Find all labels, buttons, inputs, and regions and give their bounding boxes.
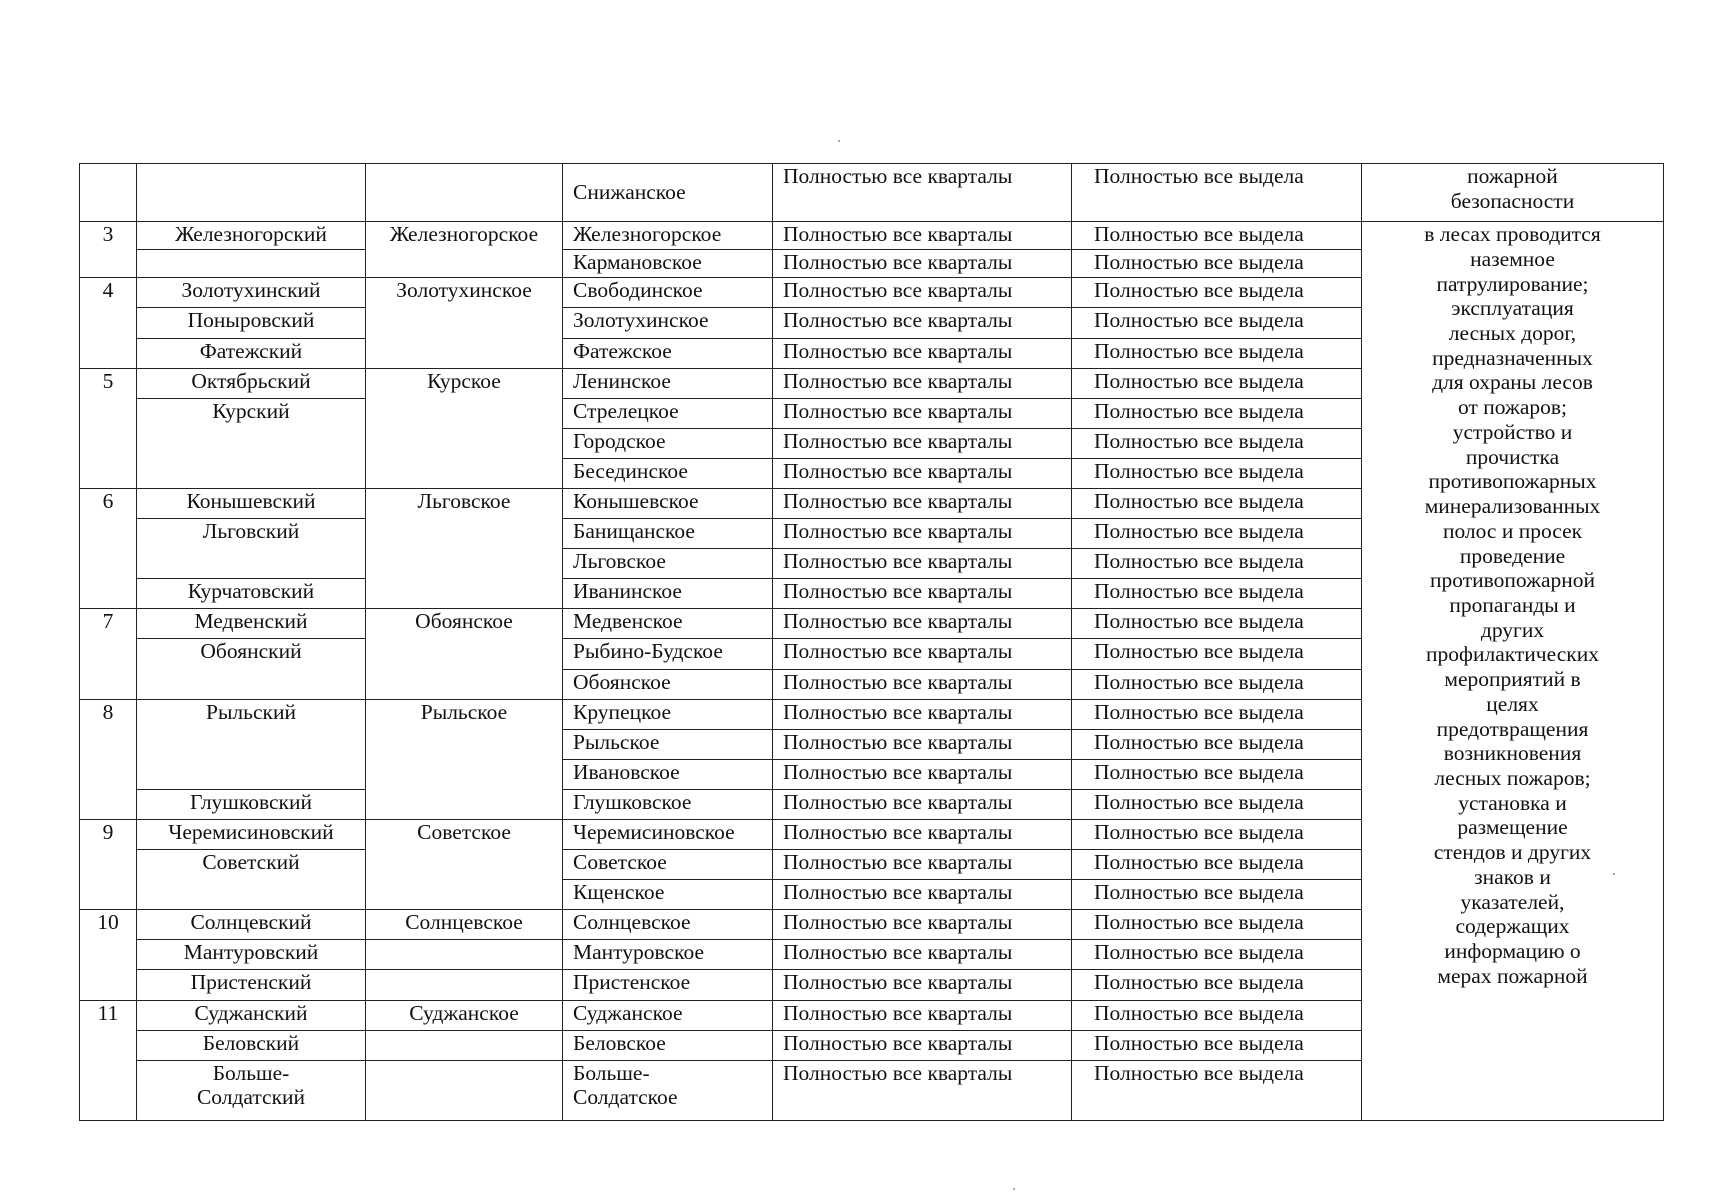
cell-line: безопасности [1450, 188, 1575, 213]
fire-measures-text [1362, 164, 1664, 222]
forestry-name: Рыльское [366, 699, 563, 819]
forestry-name [366, 1060, 563, 1120]
forest-fire-measures-table [79, 163, 1664, 1121]
row-number: 11 [80, 1000, 137, 1120]
cell-line: лесных пожаров; [1434, 765, 1591, 790]
allotments-text: Полностью все выдела [1072, 850, 1362, 880]
cell-line: содержащих [1455, 914, 1570, 939]
allotments-text: Полностью все выдела [1072, 428, 1362, 458]
quarters-text: Полностью все кварталы [773, 428, 1072, 458]
quarters-text: Полностью все кварталы [773, 940, 1072, 970]
cell-line: указателей, [1460, 889, 1565, 914]
quarters-text: Полностью все кварталы [773, 669, 1072, 699]
allotments-text: Полностью все выдела [1072, 458, 1362, 488]
cell-line: эксплуатация [1451, 296, 1574, 321]
allotments-text: Полностью все выдела [1072, 398, 1362, 428]
allotments-text: Полностью все выдела [1072, 308, 1362, 338]
forest-section-name: Золотухинское [563, 308, 773, 338]
district-name [137, 250, 366, 278]
district-name: Курский [137, 398, 366, 488]
allotments-text: Полностью все выдела [1072, 1060, 1362, 1120]
forest-section-name: Снижанское [563, 164, 773, 222]
row-number: 9 [80, 820, 137, 910]
cell-line: полос и просек [1442, 518, 1583, 543]
forest-section-name: Солнцевское [563, 910, 773, 940]
district-name [137, 1060, 366, 1120]
quarters-text: Полностью все кварталы [773, 1000, 1072, 1030]
forest-section-name: Стрелецкое [563, 398, 773, 428]
fire-measures-text [1362, 222, 1664, 1121]
cell-line: минерализованных [1424, 494, 1601, 519]
quarters-text: Полностью все кварталы [773, 609, 1072, 639]
quarters-text: Полностью все кварталы [773, 164, 1072, 222]
cell-line: профилактических [1426, 642, 1599, 667]
district-name: Глушковский [137, 789, 366, 819]
allotments-text: Полностью все выдела [1072, 488, 1362, 518]
quarters-text: Полностью все кварталы [773, 789, 1072, 819]
cell-line: патрулирование; [1436, 271, 1589, 296]
row-number: 8 [80, 699, 137, 819]
district-name: Черемисиновский [137, 820, 366, 850]
quarters-text: Полностью все кварталы [773, 519, 1072, 549]
cell-line: наземное [1470, 246, 1555, 271]
quarters-text: Полностью все кварталы [773, 338, 1072, 368]
allotments-text: Полностью все выдела [1072, 789, 1362, 819]
district-name: Суджанский [137, 1000, 366, 1030]
forestry-name: Советское [366, 820, 563, 910]
allotments-text: Полностью все выдела [1072, 579, 1362, 609]
table-row [80, 164, 1664, 222]
district-name: Курчатовский [137, 579, 366, 609]
forest-section-name: Черемисиновское [563, 820, 773, 850]
district-name: Мантуровский [137, 940, 366, 970]
quarters-text: Полностью все кварталы [773, 250, 1072, 278]
forest-section-name: Суджанское [563, 1000, 773, 1030]
district-name: Советский [137, 850, 366, 910]
forestry-name: Золотухинское [366, 278, 563, 368]
forestry-name: Железногорское [366, 222, 563, 278]
cell-line: противопожарной [1429, 568, 1595, 593]
cell-line: мероприятий в [1444, 667, 1581, 692]
district-name: Медвенский [137, 609, 366, 639]
forest-section-name: Городское [563, 428, 773, 458]
allotments-text: Полностью все выдела [1072, 519, 1362, 549]
forest-section-name: Глушковское [563, 789, 773, 819]
cell-line: проведение [1459, 543, 1566, 568]
quarters-text: Полностью все кварталы [773, 1030, 1072, 1060]
district-name: Беловский [137, 1030, 366, 1060]
quarters-text: Полностью все кварталы [773, 699, 1072, 729]
forest-section-name: Банищанское [563, 519, 773, 549]
cell-line: от пожаров; [1458, 395, 1567, 420]
quarters-text: Полностью все кварталы [773, 222, 1072, 250]
quarters-text: Полностью все кварталы [773, 880, 1072, 910]
quarters-text: Полностью все кварталы [773, 729, 1072, 759]
forest-section-name: Медвенское [563, 609, 773, 639]
district-name: Обоянский [137, 639, 366, 699]
forestry-name: Льговское [366, 488, 563, 608]
quarters-text: Полностью все кварталы [773, 850, 1072, 880]
forest-section-name: Свободинское [563, 278, 773, 308]
forest-section-name: Рыбино-Будское [563, 639, 773, 669]
forest-section-name: Ленинское [563, 368, 773, 398]
allotments-text: Полностью все выдела [1072, 970, 1362, 1000]
district-name: Конышевский [137, 488, 366, 518]
cell-line: Больше- [573, 1060, 650, 1085]
row-number: 10 [80, 910, 137, 1000]
cell-line: Больше- [212, 1060, 290, 1085]
allotments-text: Полностью все выдела [1072, 1000, 1362, 1030]
cell-line: противопожарных [1428, 469, 1597, 494]
quarters-text: Полностью все кварталы [773, 820, 1072, 850]
forest-section-name: Кармановское [563, 250, 773, 278]
row-number: 3 [80, 222, 137, 278]
quarters-text: Полностью все кварталы [773, 759, 1072, 789]
cell-line: предназначенных [1432, 345, 1593, 370]
allotments-text: Полностью все выдела [1072, 338, 1362, 368]
cell-line: размещение [1457, 815, 1568, 840]
district-name: Пристенский [137, 970, 366, 1000]
forest-section-name: Пристенское [563, 970, 773, 1000]
scan-speck [838, 140, 840, 142]
forestry-name: Курское [366, 368, 563, 488]
allotments-text: Полностью все выдела [1072, 250, 1362, 278]
forest-section-name: Фатежское [563, 338, 773, 368]
allotments-text: Полностью все выдела [1072, 699, 1362, 729]
allotments-text: Полностью все выдела [1072, 729, 1362, 759]
cell-line: пропаганды и [1449, 592, 1576, 617]
cell-line: прочистка [1465, 444, 1560, 469]
forestry-name: Обоянское [366, 609, 563, 699]
cell-line: пожарной [1467, 164, 1558, 188]
forest-section-name: Железногорское [563, 222, 773, 250]
district-name: Октябрьский [137, 368, 366, 398]
quarters-text: Полностью все кварталы [773, 639, 1072, 669]
allotments-text: Полностью все выдела [1072, 278, 1362, 308]
forestry-name: Суджанское [366, 1000, 563, 1030]
allotments-text: Полностью все выдела [1072, 609, 1362, 639]
allotments-text: Полностью все выдела [1072, 940, 1362, 970]
quarters-text: Полностью все кварталы [773, 278, 1072, 308]
forestry-name [366, 164, 563, 222]
district-name: Солнцевский [137, 910, 366, 940]
row-number: 5 [80, 368, 137, 488]
quarters-text: Полностью все кварталы [773, 488, 1072, 518]
forest-section-name: Советское [563, 850, 773, 880]
quarters-text: Полностью все кварталы [773, 308, 1072, 338]
forest-section-name: Беловское [563, 1030, 773, 1060]
table-row [80, 222, 1664, 250]
forest-section-name: Рыльское [563, 729, 773, 759]
allotments-text: Полностью все выдела [1072, 1030, 1362, 1060]
cell-line: возникновения [1443, 741, 1582, 766]
cell-line: мерах пожарной [1437, 963, 1588, 988]
cell-line: других [1480, 617, 1545, 642]
forest-section-name: Бесединское [563, 458, 773, 488]
quarters-text: Полностью все кварталы [773, 458, 1072, 488]
row-number: 4 [80, 278, 137, 368]
allotments-text: Полностью все выдела [1072, 549, 1362, 579]
cell-line: целях [1486, 691, 1539, 716]
cell-line: знаков и [1474, 864, 1551, 889]
forest-section-name: Обоянское [563, 669, 773, 699]
cell-line: для охраны лесов [1432, 370, 1593, 395]
cell-line: стендов и других [1433, 840, 1592, 865]
allotments-text: Полностью все выдела [1072, 164, 1362, 222]
forest-section-name: Иванинское [563, 579, 773, 609]
forestry-name [366, 970, 563, 1000]
forest-section-name: Мантуровское [563, 940, 773, 970]
cell-line: Солдатский [196, 1085, 306, 1110]
quarters-text: Полностью все кварталы [773, 398, 1072, 428]
district-name: Фатежский [137, 338, 366, 368]
cell-line: в лесах проводится [1424, 222, 1601, 247]
quarters-text: Полностью все кварталы [773, 1060, 1072, 1120]
forestry-name [366, 940, 563, 970]
district-name [137, 164, 366, 222]
quarters-text: Полностью все кварталы [773, 579, 1072, 609]
forest-section-name: Кщенское [563, 880, 773, 910]
forest-section-name: Льговское [563, 549, 773, 579]
allotments-text: Полностью все выдела [1072, 880, 1362, 910]
allotments-text: Полностью все выдела [1072, 639, 1362, 669]
quarters-text: Полностью все кварталы [773, 368, 1072, 398]
cell-line: лесных дорог, [1448, 321, 1577, 346]
allotments-text: Полностью все выдела [1072, 222, 1362, 250]
district-name: Железногорский [137, 222, 366, 250]
allotments-text: Полностью все выдела [1072, 910, 1362, 940]
allotments-text: Полностью все выдела [1072, 759, 1362, 789]
district-name: Золотухинский [137, 278, 366, 308]
row-number [80, 164, 137, 222]
forestry-name: Солнцевское [366, 910, 563, 940]
forest-section-name: Ивановское [563, 759, 773, 789]
cell-line: устройство и [1452, 419, 1573, 444]
forest-section-name [563, 1060, 773, 1120]
quarters-text: Полностью все кварталы [773, 970, 1072, 1000]
allotments-text: Полностью все выдела [1072, 820, 1362, 850]
forest-section-name: Крупецкое [563, 699, 773, 729]
quarters-text: Полностью все кварталы [773, 910, 1072, 940]
scan-speck [1013, 1188, 1015, 1190]
cell-line: предотвращения [1436, 716, 1589, 741]
district-name: Поныровский [137, 308, 366, 338]
district-name: Рыльский [137, 699, 366, 789]
forest-section-name: Конышевское [563, 488, 773, 518]
quarters-text: Полностью все кварталы [773, 549, 1072, 579]
allotments-text: Полностью все выдела [1072, 368, 1362, 398]
cell-line: Солдатское [573, 1085, 678, 1110]
cell-line: установка и [1458, 790, 1567, 815]
row-number: 7 [80, 609, 137, 699]
row-number: 6 [80, 488, 137, 608]
allotments-text: Полностью все выдела [1072, 669, 1362, 699]
forestry-name [366, 1030, 563, 1060]
cell-line: информацию о [1444, 939, 1581, 964]
district-name: Льговский [137, 519, 366, 579]
